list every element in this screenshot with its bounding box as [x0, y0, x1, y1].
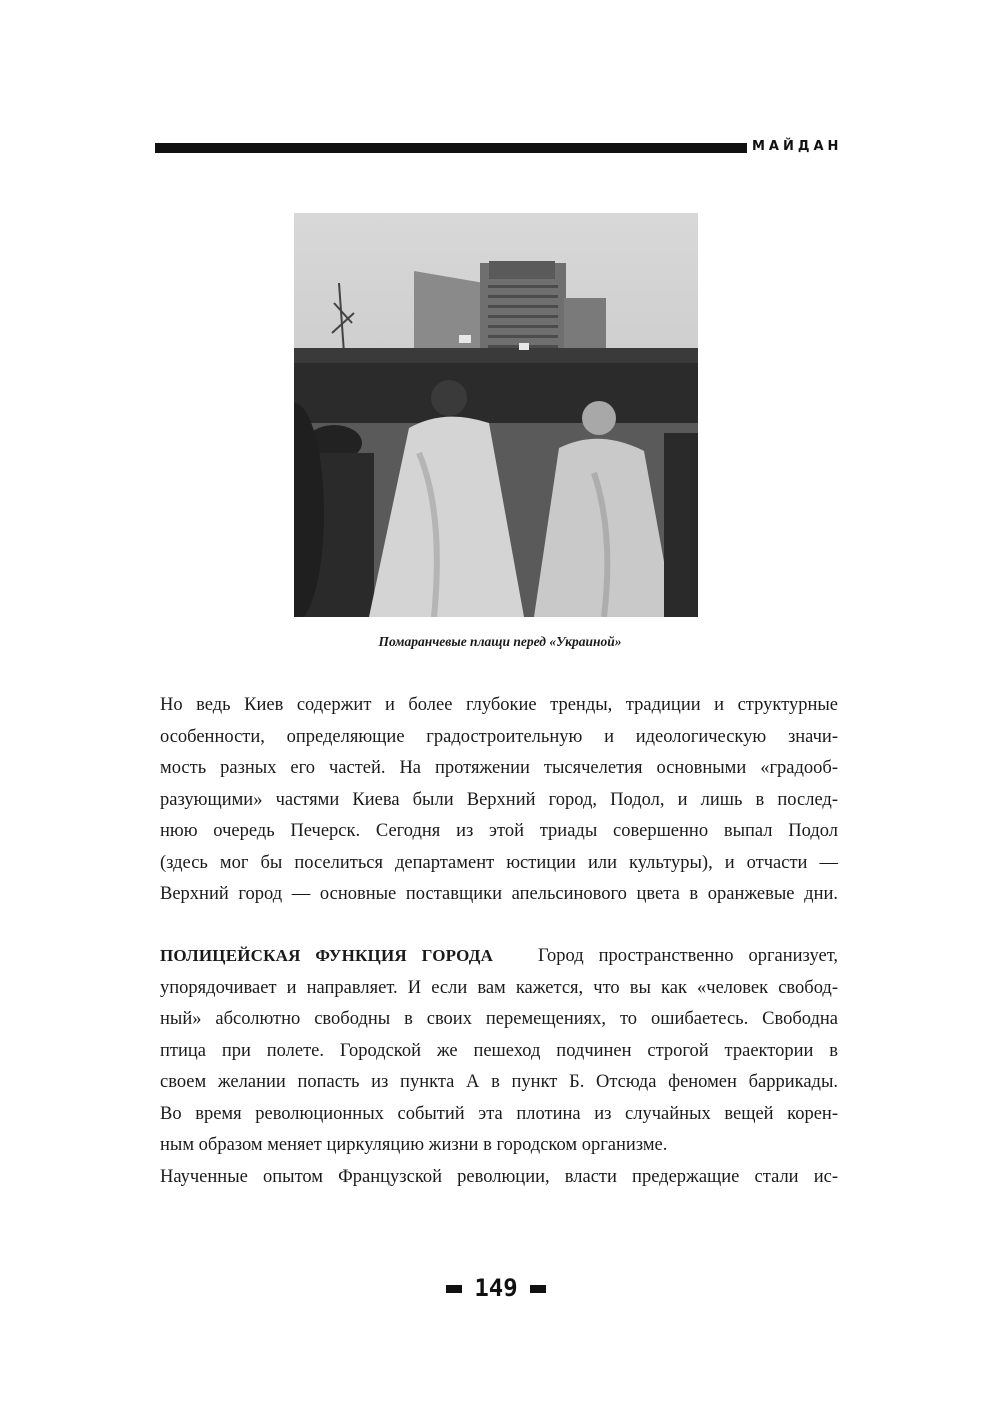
- page-number-dash-right: [530, 1285, 546, 1293]
- protest-photo: [294, 213, 698, 617]
- text-line: Во время революционных событий эта плотина из случайных вещей корен-: [160, 1103, 838, 1124]
- text-line: [160, 940, 838, 973]
- page-number-value: 149: [474, 1274, 518, 1302]
- text-line: (здесь мог бы поселиться департамент юстиции или культуры), и отчасти —: [160, 852, 838, 873]
- text-line: ный» абсолютно свободны в своих перемещениях, то ошибаетесь. Свободна: [160, 1009, 838, 1029]
- text-line: мость разных его частей. На протяжении тысячелетия основными «градооб-: [160, 758, 838, 778]
- paragraph-kyiv-structure: [160, 690, 838, 911]
- running-header-title: МАЙДАН: [752, 139, 843, 154]
- page-number: [0, 1274, 992, 1302]
- text-line: Верхний город — основные поставщики апельсинового цвета в оранжевые дни.: [160, 884, 838, 904]
- text-line: упорядочивает и направляет. И если вам кажется, что вы как «человек свобод-: [160, 977, 838, 998]
- text-line: Но ведь Киев содержит и более глубокие тренды, традиции и структурные: [160, 695, 838, 715]
- text-line: своем желании попасть из пункта А в пункт Б. Отсюда феномен баррикады.: [160, 1072, 838, 1092]
- text-line: Наученные опытом Французской революции, власти предержащие стали ис-: [160, 1166, 838, 1187]
- text-line: особенности, определяющие градостроительную и идеологическую значи-: [160, 726, 838, 747]
- text-line: нюю очередь Печерск. Сегодня из этой триады совершенно выпал Подол: [160, 821, 838, 841]
- text-line: разующими» частями Киева были Верхний город, Подол, и лишь в послед-: [160, 789, 838, 810]
- photo-caption: Помаранчевые плащи перед «Украиной»: [378, 634, 622, 649]
- heading-line-text: Город пространственно организует,: [537, 946, 839, 966]
- text-line: ным образом меняет циркуляцию жизни в городском организме.: [160, 1135, 668, 1155]
- page-number-dash-left: [446, 1285, 462, 1293]
- header-rule: [155, 143, 747, 153]
- text-line: птица при полете. Городской же пешеход подчинен строгой траектории в: [160, 1040, 838, 1061]
- paragraph-police-function: [160, 940, 838, 1193]
- section-heading: ПОЛИЦЕЙСКАЯ ФУНКЦИЯ ГОРОДА: [160, 946, 494, 965]
